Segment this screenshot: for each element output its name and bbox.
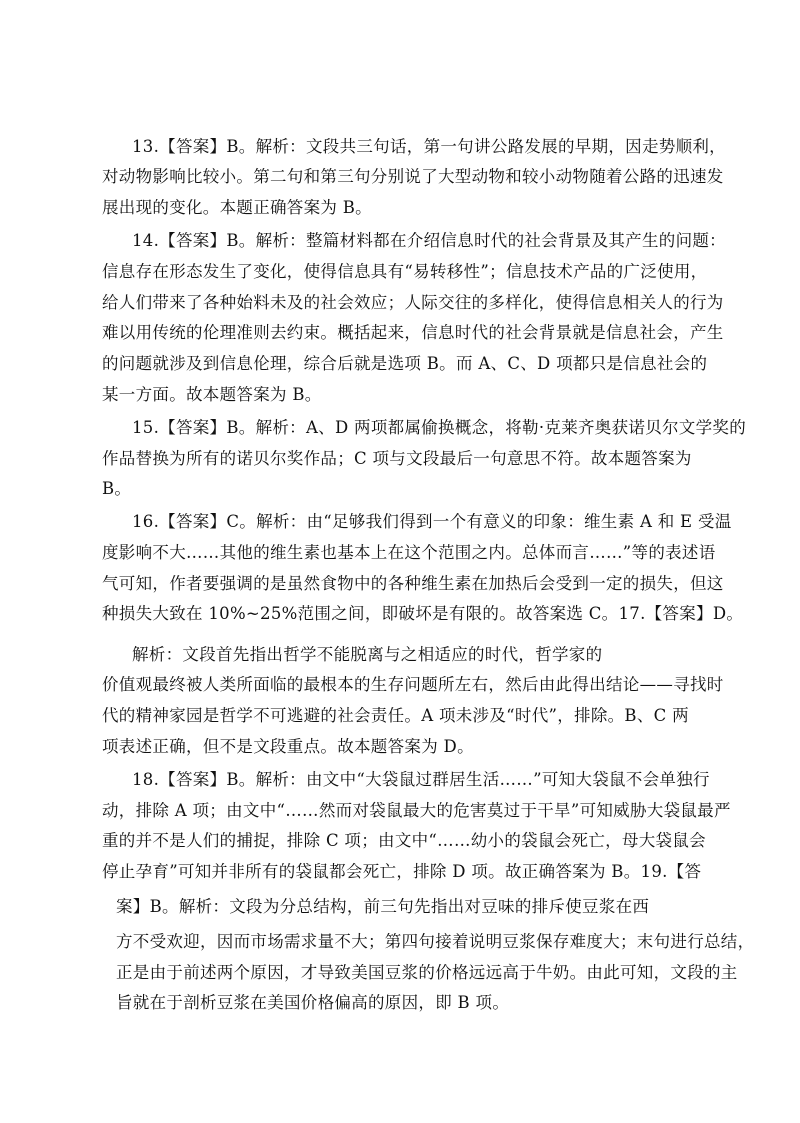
text-line: 案】B。解析：文段为分总结构，前三句先指出对豆味的排斥使豆浆在西: [116, 897, 650, 916]
text-line: 项表述正确，但不是文段重点。故本题答案为 D。: [102, 737, 474, 756]
text-line: 18.【答案】B。解析：由文中“大袋鼠过群居生活……”可知大袋鼠不会单独行: [132, 770, 710, 789]
text-line: 价值观最终被人类所面临的最根本的生存问题所左右，然后由此得出结论——寻找时: [102, 675, 724, 694]
text-line: 展出现的变化。本题正确答案为 B。: [102, 198, 372, 217]
text-line: 给人们带来了各种始料未及的社会效应；人际交往的多样化，使得信息相关人的行为: [102, 293, 724, 312]
text-line: B。: [102, 479, 132, 498]
text-line: 重的并不是人们的捕捉，排除 C 项；由文中“……幼小的袋鼠会死亡，母大袋鼠会: [102, 831, 706, 850]
text-line: 旨就在于剖析豆浆在美国价格偏高的原因，即 B 项。: [116, 993, 510, 1012]
text-line: 的问题就涉及到信息伦理，综合后就是选项 B。而 A、C、D 项都只是信息社会的: [102, 354, 708, 373]
text-line: 正是由于前述两个原因，才导致美国豆浆的价格远远高于牛奶。由此可知，文段的主: [116, 963, 738, 982]
text-line: 停止孕育”可知并非所有的袋鼠都会死亡，排除 D 项。故正确答案为 B。19.【答: [102, 862, 702, 881]
text-line: 代的精神家园是哲学不可逃避的社会责任。A 项未涉及“时代”，排除。B、C 两: [102, 706, 689, 725]
text-line: 15.【答案】B。解析：A、D 两项都属偷换概念，将勒·克莱齐奥获诺贝尔文学奖的: [132, 418, 746, 437]
text-line: 解析：文段首先指出哲学不能脱离与之相适应的时代，哲学家的: [132, 645, 603, 664]
text-line: 对动物影响比较小。第二句和第三句分别说了大型动物和较小动物随着公路的迅速发: [102, 167, 724, 186]
text-line: 16.【答案】C。解析：由“足够我们得到一个有意义的印象：维生素 A 和 E 受温: [132, 512, 732, 531]
text-line: 13.【答案】B。解析：文段共三句话，第一句讲公路发展的早期，因走势顺利，: [132, 137, 726, 156]
text-line: 气可知，作者要强调的是虽然食物中的各种维生素在加热后会受到一定的损失，但这: [102, 574, 724, 593]
text-line: 信息存在形态发生了变化，使得信息具有“易转移性”；信息技术产品的广泛使用，: [102, 262, 708, 281]
text-line: 某一方面。故本题答案为 B。: [102, 385, 322, 404]
text-line: 种损失大致在 10%~25%范围之间，即破坏是有限的。故答案选 C。17.【答案】D。: [102, 604, 744, 623]
text-line: 14.【答案】B。解析：整篇材料都在介绍信息时代的社会背景及其产生的问题：: [132, 231, 726, 250]
text-line: 动，排除 A 项；由文中“……然而对袋鼠最大的危害莫过于干旱”可知威胁大袋鼠最严: [102, 801, 731, 820]
text-line: 难以用传统的伦理准则去约束。概括起来，信息时代的社会背景就是信息社会，产生: [102, 323, 724, 342]
text-line: 作品替换为所有的诺贝尔奖作品；C 项与文段最后一句意思不符。故本题答案为: [102, 449, 692, 468]
text-line: 度影响不大……其他的维生素也基本上在这个范围之内。总体而言……”等的表述语: [102, 543, 716, 562]
text-line: 方不受欢迎，因而市场需求量不大；第四句接着说明豆浆保存难度大；末句进行总结，: [116, 932, 755, 951]
